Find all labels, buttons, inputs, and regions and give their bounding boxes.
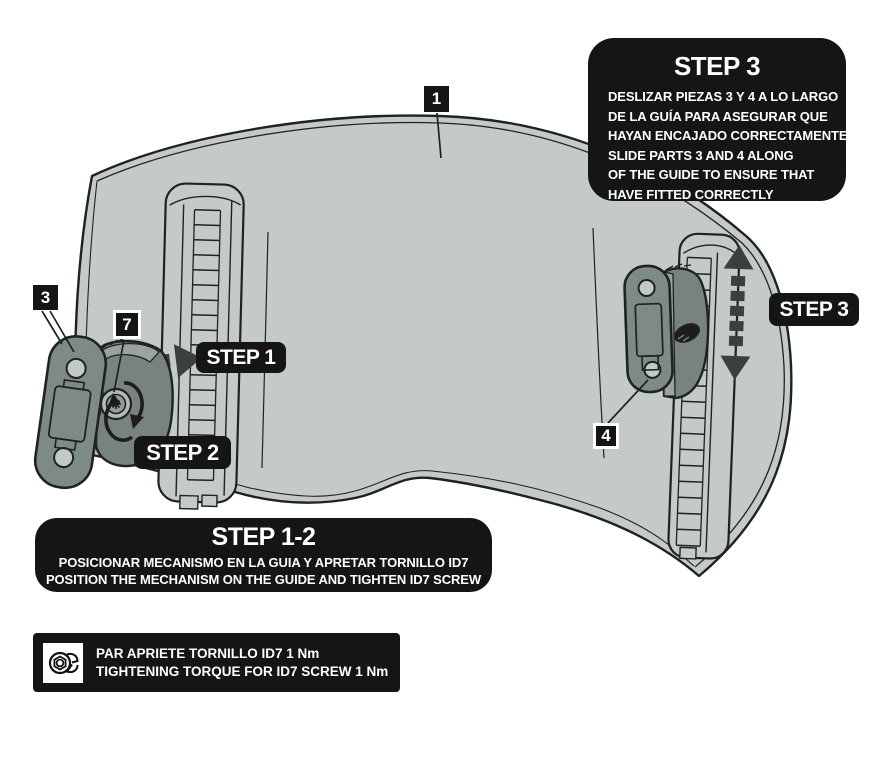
step3-info-box bbox=[588, 38, 851, 202]
step1-badge: STEP 1 bbox=[196, 342, 286, 373]
step3-box-title: STEP 3 bbox=[673, 51, 761, 81]
part-label-7: 7 bbox=[113, 310, 141, 339]
step12-box-title: STEP 1-2 bbox=[211, 523, 316, 551]
step12-info-box bbox=[35, 518, 492, 592]
part-label-3: 3 bbox=[33, 285, 58, 310]
step3-box-text: DESLIZAR PIEZAS 3 Y 4 A LO LARGO DE LA GUÍA PARA ASEGURAR QUE HAYAN ENCAJADO CORRECTAMENTE. SLIDE PARTS 3 AND 4 ALONG OF THE GUIDE TO ENSURE THAT HAVE FITTED CORRECTLY bbox=[608, 89, 851, 202]
left-pad-part-3 bbox=[32, 333, 110, 491]
right-pad-part-4 bbox=[624, 265, 673, 392]
part-label-4: 4 bbox=[593, 423, 619, 449]
part-label-1: 1 bbox=[424, 86, 449, 112]
step12-box-text: POSICIONAR MECANISMO EN LA GUIA Y APRETAR TORNILLO ID7 POSITION THE MECHANISM ON THE GUIDE AND TIGHTEN ID7 SCREW bbox=[45, 555, 482, 587]
torque-note-box bbox=[33, 633, 400, 692]
step3-badge: STEP 3 bbox=[769, 293, 859, 326]
torque-note-text: PAR APRIETE TORNILLO ID7 1 Nm TIGHTENING TORQUE FOR ID7 SCREW 1 Nm bbox=[96, 645, 389, 679]
torque-wrench-icon bbox=[43, 643, 83, 683]
step2-badge: STEP 2 bbox=[134, 436, 231, 469]
